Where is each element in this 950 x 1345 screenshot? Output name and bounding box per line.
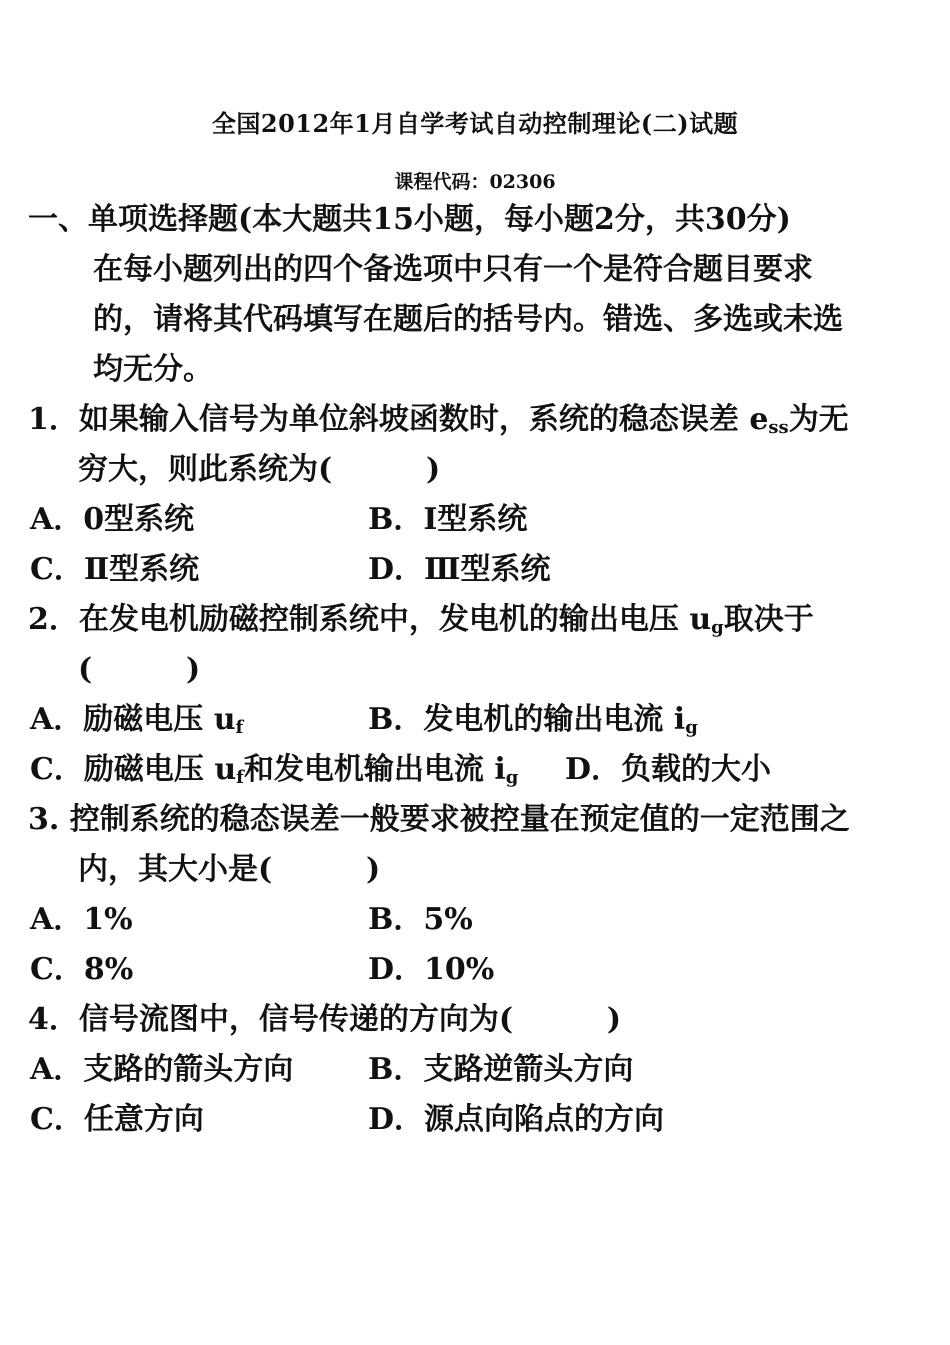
question-4-text: [28, 1000, 621, 1040]
answer-paren-close: ): [606, 1002, 622, 1037]
instruction-line-2: 的，请将其代码填写在题后的括号内。错选、多选或未选: [93, 302, 843, 337]
q3-option-a: A．1%: [30, 902, 133, 937]
question-2-line1-end: 取决于: [723, 602, 814, 637]
q4-option-c: C．任意方向: [30, 1102, 204, 1137]
q2-option-d: D．负载的大小: [565, 752, 772, 787]
answer-paren-close: ): [186, 652, 201, 687]
q4-option-a: A．支路的箭头方向: [30, 1052, 294, 1087]
answer-paren-close: ): [426, 452, 441, 487]
question-3-continuation: [78, 850, 380, 890]
question-2-line2: (: [78, 652, 93, 687]
q1-option-a: A．0型系统: [30, 502, 195, 537]
course-code: 课程代码：02306: [394, 171, 556, 193]
q2-option-b: B．发电机的输出电流 $i_g$: [368, 702, 698, 738]
answer-paren-close: ): [366, 852, 381, 887]
q1-option-c: C．Ⅱ型系统: [30, 552, 200, 587]
question-1-continuation: [78, 450, 440, 490]
question-3-text: 3. 控制系统的稳态误差一般要求被控量在预定值的一定范围之: [28, 802, 850, 837]
exam-title: 全国2012年1月自学考试自动控制理论(二)试题: [211, 109, 739, 138]
question-1-line1-end: 为无: [788, 402, 849, 437]
q4-option-d: D．源点向陷点的方向: [368, 1102, 665, 1137]
q3-option-b: B．5%: [368, 902, 473, 937]
q1-option-b: B．I型系统: [368, 502, 528, 537]
instruction-line-3: 均无分。: [93, 352, 213, 387]
q2-option-a: A．励磁电压 $u_f$: [30, 702, 244, 738]
question-1-line2: 穷大，则此系统为(: [78, 452, 333, 487]
question-2-text: [28, 600, 814, 640]
question-1-line1: 1．如果输入信号为单位斜坡函数时，系统的稳态误差 e: [28, 402, 769, 437]
q3-option-d: D．10%: [368, 952, 495, 987]
instruction-line-1: 在每小题列出的四个备选项中只有一个是符合题目要求: [93, 252, 813, 287]
section-heading: 一、单项选择题(本大题共15小题，每小题2分，共30分): [28, 202, 791, 237]
question-3-line2: 内，其大小是(: [78, 852, 273, 887]
question-2-subscript: g: [711, 617, 724, 638]
q4-option-b: B．支路逆箭头方向: [368, 1052, 634, 1087]
question-1-subscript: ss: [768, 417, 789, 438]
question-1-text: [28, 400, 849, 440]
q2-option-c: C．励磁电压 $u_f$和发电机输出电流 $i_g$: [30, 752, 519, 788]
q3-option-c: C．8%: [30, 952, 134, 987]
q1-option-d: D．Ⅲ型系统: [368, 552, 551, 587]
question-4-line1: 4．信号流图中，信号传递的方向为(: [28, 1002, 514, 1037]
question-2-line1: 2．在发电机励磁控制系统中，发电机的输出电压 u: [28, 602, 712, 637]
question-2-continuation: [78, 650, 200, 690]
